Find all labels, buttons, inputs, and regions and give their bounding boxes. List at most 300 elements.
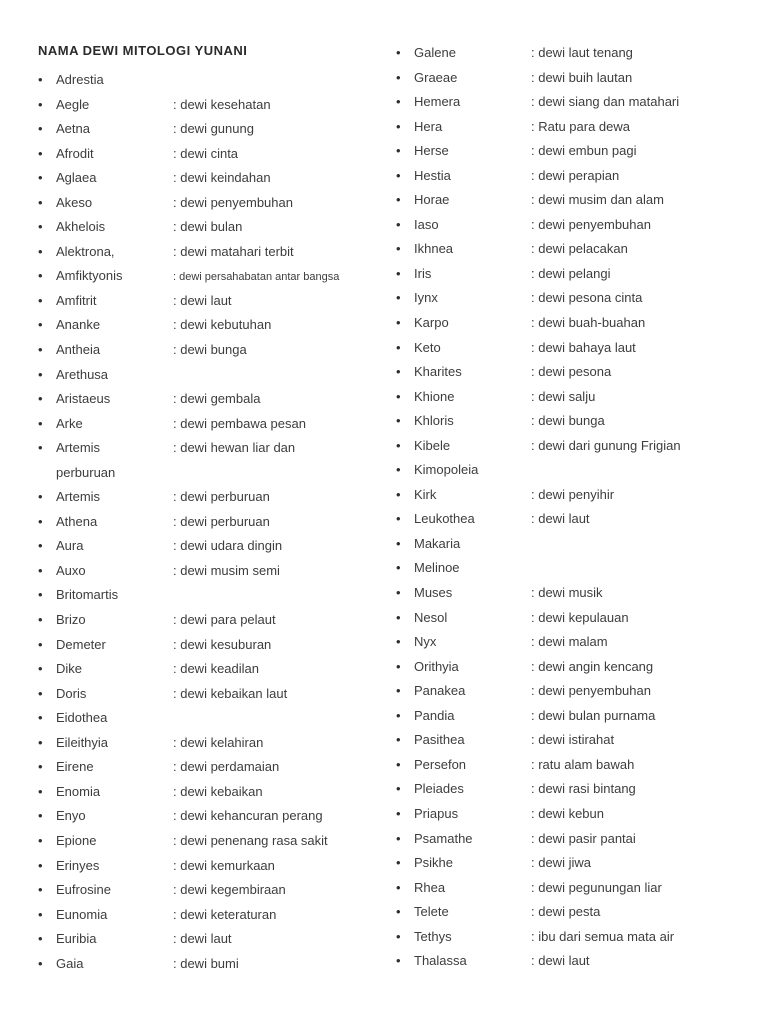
goddess-description: : dewi istirahat [531, 732, 615, 748]
goddess-name: Pasithea [414, 732, 465, 748]
list-item [396, 190, 762, 215]
goddess-name: Aetna [56, 121, 90, 137]
goddess-name: Galene [414, 45, 456, 60]
goddess-name: Eufrosine [56, 882, 111, 898]
list-item [396, 117, 762, 142]
goddess-description [531, 462, 762, 485]
goddess-name: Alektrona, [56, 243, 115, 259]
bullet-icon: • [396, 609, 401, 625]
goddess-description [173, 587, 385, 610]
goddess-description-wrap: perburuan [56, 464, 116, 480]
goddess-description: : dewi laut tenang [531, 45, 633, 60]
goddess-name: Leukothea [414, 511, 475, 527]
goddess-description [531, 536, 762, 559]
goddess-description: : dewi malam [531, 634, 608, 650]
goddess-description: : dewi pesona cinta [531, 290, 643, 306]
list-item [38, 340, 385, 365]
goddess-description: : dewi kesuburan [173, 636, 272, 652]
goddess-name: Makaria [414, 535, 461, 551]
goddess-name: Amfitrit [56, 292, 97, 308]
goddess-name: Doris [56, 685, 87, 701]
bullet-icon: • [38, 882, 43, 898]
goddess-name: Nyx [414, 634, 437, 650]
list-item [396, 583, 762, 608]
goddess-name: Akeso [56, 194, 93, 210]
list-item [38, 708, 385, 733]
bullet-icon: • [38, 612, 43, 628]
bullet-icon: • [396, 634, 401, 650]
list-item-continuation [38, 463, 385, 488]
goddess-name: Pleiades [414, 781, 464, 797]
list-item [38, 561, 385, 586]
goddess-name: Demeter [56, 636, 106, 652]
list-item [38, 168, 385, 193]
bullet-icon: • [396, 216, 401, 232]
bullet-icon: • [38, 734, 43, 750]
bullet-icon: • [38, 342, 43, 358]
goddess-description: : dewi kebun [531, 805, 604, 821]
goddess-description: : dewi laut [173, 292, 232, 308]
list-item [396, 239, 762, 264]
goddess-name: Athena [56, 513, 98, 529]
bullet-icon: • [38, 857, 43, 873]
goddess-name: Britomartis [56, 587, 119, 603]
bullet-icon: • [38, 268, 43, 284]
bullet-icon: • [38, 366, 43, 382]
bullet-icon: • [396, 315, 401, 331]
goddess-name: Arke [56, 415, 83, 431]
bullet-icon: • [396, 167, 401, 183]
goddess-description: : dewi buih lautan [531, 69, 633, 85]
goddess-name: Aegle [56, 96, 90, 112]
list-item [38, 831, 385, 856]
goddess-name: Hestia [414, 167, 451, 183]
goddess-description: : dewi pelacakan [531, 241, 628, 257]
list-item [396, 853, 762, 878]
bullet-icon: • [38, 710, 43, 726]
bullet-icon: • [396, 830, 401, 846]
list-item [38, 536, 385, 561]
bullet-icon: • [38, 587, 43, 603]
list-item [38, 193, 385, 218]
bullet-icon: • [396, 118, 401, 134]
list-item [38, 733, 385, 758]
list-item [38, 144, 385, 169]
bullet-icon: • [396, 339, 401, 355]
list-item [38, 782, 385, 807]
goddess-name: Adrestia [56, 72, 104, 87]
list-item [38, 880, 385, 905]
list-item [396, 485, 762, 510]
goddess-name: Artemis [56, 489, 101, 505]
goddess-description: : dewi perapian [531, 167, 620, 183]
list-item [396, 902, 762, 927]
goddess-description: : dewi perburuan [173, 513, 270, 529]
goddess-description: : dewi salju [531, 388, 596, 404]
list-item [396, 608, 762, 633]
goddess-description: : dewi penyembuhan [531, 216, 651, 232]
goddess-description: : dewi kemurkaan [173, 857, 275, 873]
goddess-description: : dewi embun pagi [531, 143, 637, 159]
bullet-icon: • [396, 879, 401, 895]
goddess-name: Amfiktyonis [56, 268, 123, 284]
goddess-description: : dewi jiwa [531, 855, 591, 871]
bullet-icon: • [396, 143, 401, 159]
bullet-icon: • [38, 538, 43, 554]
list-item [396, 632, 762, 657]
goddess-name: Iris [414, 265, 432, 281]
list-item [38, 806, 385, 831]
list-item [396, 927, 762, 952]
bullet-icon: • [38, 219, 43, 235]
list-item [396, 215, 762, 240]
bullet-icon: • [38, 194, 43, 210]
goddess-name: Enomia [56, 783, 101, 799]
bullet-icon: • [396, 241, 401, 257]
goddess-name: Antheia [56, 342, 101, 358]
goddess-description: : dewi pasir pantai [531, 830, 636, 846]
bullet-spacer [38, 465, 56, 488]
bullet-icon: • [396, 535, 401, 551]
goddess-list-right [396, 43, 762, 976]
goddess-description: : dewi kegembiraan [173, 882, 286, 898]
bullet-icon: • [396, 904, 401, 920]
bullet-icon: • [396, 658, 401, 674]
goddess-description: : dewi dari gunung Frigian [531, 437, 681, 453]
goddess-name: Aristaeus [56, 391, 111, 407]
bullet-icon: • [396, 756, 401, 772]
left-column [38, 43, 385, 978]
bullet-icon: • [38, 96, 43, 112]
goddess-name: Dike [56, 661, 83, 677]
list-item [396, 878, 762, 903]
list-item [38, 757, 385, 782]
goddess-description: : dewi penyembuhan [531, 683, 651, 699]
bullet-icon: • [396, 855, 401, 871]
goddess-description: : dewi bunga [531, 413, 605, 429]
list-item [38, 291, 385, 316]
list-item [396, 141, 762, 166]
list-item [38, 635, 385, 660]
bullet-icon: • [396, 290, 401, 306]
goddess-name: Nesol [414, 609, 448, 625]
bullet-icon: • [38, 636, 43, 652]
list-item [396, 829, 762, 854]
goddess-description: : dewi perburuan [173, 489, 270, 505]
list-item [38, 389, 385, 414]
list-item [396, 338, 762, 363]
goddess-description: : dewi laut [531, 953, 590, 969]
goddess-description: : ratu alam bawah [531, 756, 635, 772]
list-item [38, 315, 385, 340]
bullet-icon: • [396, 585, 401, 601]
list-item [38, 487, 385, 512]
goddess-name: Pandia [414, 707, 455, 723]
bullet-icon: • [396, 707, 401, 723]
goddess-description: : Ratu para dewa [531, 118, 631, 134]
list-item [396, 68, 762, 93]
bullet-icon: • [396, 683, 401, 699]
goddess-description: : dewi cinta [173, 145, 239, 161]
list-item [38, 70, 385, 95]
goddess-name: Hemera [414, 94, 461, 110]
bullet-icon: • [396, 805, 401, 821]
goddess-description: : dewi kesehatan [173, 96, 271, 112]
goddess-name: Brizo [56, 612, 86, 628]
goddess-name: Persefon [414, 756, 467, 772]
goddess-description: : dewi kepulauan [531, 609, 629, 625]
goddess-name: Eileithyia [56, 734, 109, 750]
goddess-name: Ikhnea [414, 241, 454, 257]
list-item [396, 558, 762, 583]
goddess-description: : ibu dari semua mata air [531, 928, 675, 944]
bullet-icon: • [38, 243, 43, 259]
goddess-description: : dewi musim dan alam [531, 192, 664, 208]
goddess-name: Psamathe [414, 830, 473, 846]
bullet-icon: • [396, 732, 401, 748]
goddess-description: : dewi kehancuran perang [173, 808, 323, 824]
goddess-description: : dewi udara dingin [173, 538, 283, 554]
goddess-name: Arethusa [56, 366, 109, 382]
goddess-description [173, 72, 385, 95]
goddess-description: : dewi penyembuhan [173, 194, 293, 210]
goddess-description: : dewi gembala [173, 391, 261, 407]
goddess-description: : dewi persahabatan antar bangsa [173, 270, 340, 283]
goddess-name: Graeae [414, 69, 458, 85]
goddess-name: Psikhe [414, 855, 454, 871]
bullet-icon: • [38, 808, 43, 824]
list-item [38, 659, 385, 684]
list-item [396, 706, 762, 731]
goddess-name: Kirk [414, 486, 437, 502]
bullet-icon: • [396, 953, 401, 969]
bullet-icon: • [38, 489, 43, 505]
list-item [396, 951, 762, 976]
bullet-icon: • [38, 783, 43, 799]
list-item [396, 804, 762, 829]
goddess-description: : dewi matahari terbit [173, 243, 294, 259]
goddess-name: Eirene [56, 759, 94, 775]
bullet-icon: • [396, 388, 401, 404]
list-item [38, 365, 385, 390]
goddess-description: : dewi laut [173, 931, 232, 947]
goddess-name: Afrodit [56, 145, 94, 161]
goddess-name: Iynx [414, 290, 438, 306]
goddess-description: : dewi kebaikan laut [173, 685, 288, 701]
bullet-icon: • [396, 192, 401, 208]
goddess-description: : dewi angin kencang [531, 658, 654, 674]
goddess-description: : dewi musim semi [173, 562, 280, 578]
goddess-description: : dewi siang dan matahari [531, 94, 680, 110]
list-item [38, 856, 385, 881]
bullet-icon: • [396, 364, 401, 380]
goddess-description: : dewi penenang rasa sakit [173, 832, 328, 848]
bullet-icon: • [38, 931, 43, 947]
list-item [38, 438, 385, 463]
goddess-name: Herse [414, 143, 449, 159]
list-item [38, 512, 385, 537]
bullet-icon: • [38, 391, 43, 407]
goddess-name: Keto [414, 339, 441, 355]
goddess-name: Kibele [414, 437, 451, 453]
list-item [396, 313, 762, 338]
list-item [38, 585, 385, 610]
bullet-icon: • [38, 685, 43, 701]
goddess-name: Kharites [414, 364, 462, 380]
goddess-name: Orithyia [414, 658, 459, 674]
bullet-icon: • [396, 69, 401, 85]
goddess-name: Eunomia [56, 906, 108, 922]
goddess-name: Panakea [414, 683, 466, 699]
bullet-icon: • [396, 560, 401, 576]
bullet-icon: • [38, 292, 43, 308]
goddess-name: Melinoe [414, 560, 460, 576]
goddess-name: Erinyes [56, 857, 100, 873]
bullet-icon: • [38, 955, 43, 971]
goddess-description: : dewi keindahan [173, 170, 271, 186]
list-item [38, 954, 385, 979]
list-item [38, 414, 385, 439]
list-item [396, 92, 762, 117]
goddess-description: : dewi kebaikan [173, 783, 263, 799]
goddess-name: Tethys [414, 928, 452, 944]
list-item [396, 362, 762, 387]
goddess-name: Karpo [414, 315, 449, 331]
bullet-icon: • [396, 45, 401, 60]
bullet-icon: • [38, 759, 43, 775]
list-item [38, 684, 385, 709]
goddess-description: : dewi bulan purnama [531, 707, 656, 723]
goddess-name: Khloris [414, 413, 454, 429]
goddess-description: : dewi bahaya laut [531, 339, 636, 355]
goddess-description: : dewi keteraturan [173, 906, 277, 922]
bullet-icon: • [38, 513, 43, 529]
list-item [38, 610, 385, 635]
goddess-description: : dewi perdamaian [173, 759, 280, 775]
bullet-icon: • [396, 413, 401, 429]
goddess-name: Khione [414, 388, 455, 404]
right-column [396, 43, 762, 976]
bullet-icon: • [38, 832, 43, 848]
goddess-name: Ananke [56, 317, 101, 333]
goddess-description: : dewi keadilan [173, 661, 259, 677]
list-item [396, 264, 762, 289]
goddess-name: Aura [56, 538, 84, 554]
goddess-description: : dewi pesona [531, 364, 612, 380]
goddess-name: Eidothea [56, 710, 108, 726]
goddess-name: Horae [414, 192, 450, 208]
list-item [396, 755, 762, 780]
goddess-description: : dewi pelangi [531, 265, 611, 281]
goddess-description: : dewi bunga [173, 342, 247, 358]
list-item [396, 779, 762, 804]
goddess-description: : dewi pembawa pesan [173, 415, 306, 431]
bullet-icon: • [396, 265, 401, 281]
goddess-name: Thalassa [414, 953, 467, 969]
list-item [38, 119, 385, 144]
list-item [396, 43, 762, 68]
bullet-icon: • [38, 121, 43, 137]
goddess-name: Gaia [56, 955, 84, 971]
bullet-icon: • [38, 661, 43, 677]
goddess-name: Muses [414, 585, 453, 601]
list-item [396, 509, 762, 534]
bullet-icon: • [396, 486, 401, 502]
goddess-name: Enyo [56, 808, 86, 824]
bullet-icon: • [38, 562, 43, 578]
goddess-description: : dewi kelahiran [173, 734, 264, 750]
goddess-name: Rhea [414, 879, 446, 895]
goddess-name: Akhelois [56, 219, 106, 235]
bullet-icon: • [38, 170, 43, 186]
list-item [396, 657, 762, 682]
list-item [38, 266, 385, 291]
goddess-description: : dewi buah-buahan [531, 315, 646, 331]
bullet-icon: • [396, 94, 401, 110]
list-item [38, 95, 385, 120]
goddess-description [531, 560, 762, 583]
list-item [396, 460, 762, 485]
bullet-icon: • [396, 511, 401, 527]
list-item [38, 929, 385, 954]
bullet-icon: • [38, 72, 43, 87]
goddess-description: : dewi pesta [531, 904, 601, 920]
bullet-icon: • [38, 317, 43, 333]
goddess-description [173, 367, 385, 390]
list-item [396, 387, 762, 412]
goddess-description: : dewi pegunungan liar [531, 879, 662, 895]
goddess-description: : dewi rasi bintang [531, 781, 636, 797]
list-item [396, 436, 762, 461]
list-item [396, 534, 762, 559]
goddess-description [173, 710, 385, 733]
goddess-description: : dewi laut [531, 511, 590, 527]
list-item [396, 166, 762, 191]
goddess-description: : dewi kebutuhan [173, 317, 272, 333]
goddess-list-left [38, 70, 385, 978]
list-item [38, 242, 385, 267]
goddess-name: Kimopoleia [414, 462, 479, 478]
goddess-name: Iaso [414, 216, 439, 232]
goddess-name: Hera [414, 118, 443, 134]
goddess-description: : dewi gunung [173, 121, 254, 137]
goddess-description: : dewi para pelaut [173, 612, 276, 628]
goddess-description: : dewi musik [531, 585, 603, 601]
goddess-description: : dewi penyihir [531, 486, 615, 502]
goddess-name: Epione [56, 832, 97, 848]
bullet-icon: • [396, 462, 401, 478]
bullet-icon: • [396, 781, 401, 797]
list-item [38, 217, 385, 242]
goddess-name: Priapus [414, 805, 459, 821]
page-title: NAMA DEWI MITOLOGI YUNANI [38, 43, 248, 58]
goddess-name: Euribia [56, 931, 97, 947]
goddess-name: Artemis [56, 440, 101, 456]
bullet-icon: • [396, 437, 401, 453]
bullet-icon: • [38, 145, 43, 161]
bullet-icon: • [38, 440, 43, 456]
goddess-name: Telete [414, 904, 449, 920]
goddess-name: Auxo [56, 562, 86, 578]
list-item [396, 288, 762, 313]
goddess-description: : dewi hewan liar dan [173, 440, 296, 456]
bullet-icon: • [38, 415, 43, 431]
goddess-name: Aglaea [56, 170, 97, 186]
bullet-icon: • [396, 928, 401, 944]
goddess-description: : dewi bumi [173, 955, 239, 971]
list-item [396, 411, 762, 436]
bullet-icon: • [38, 906, 43, 922]
